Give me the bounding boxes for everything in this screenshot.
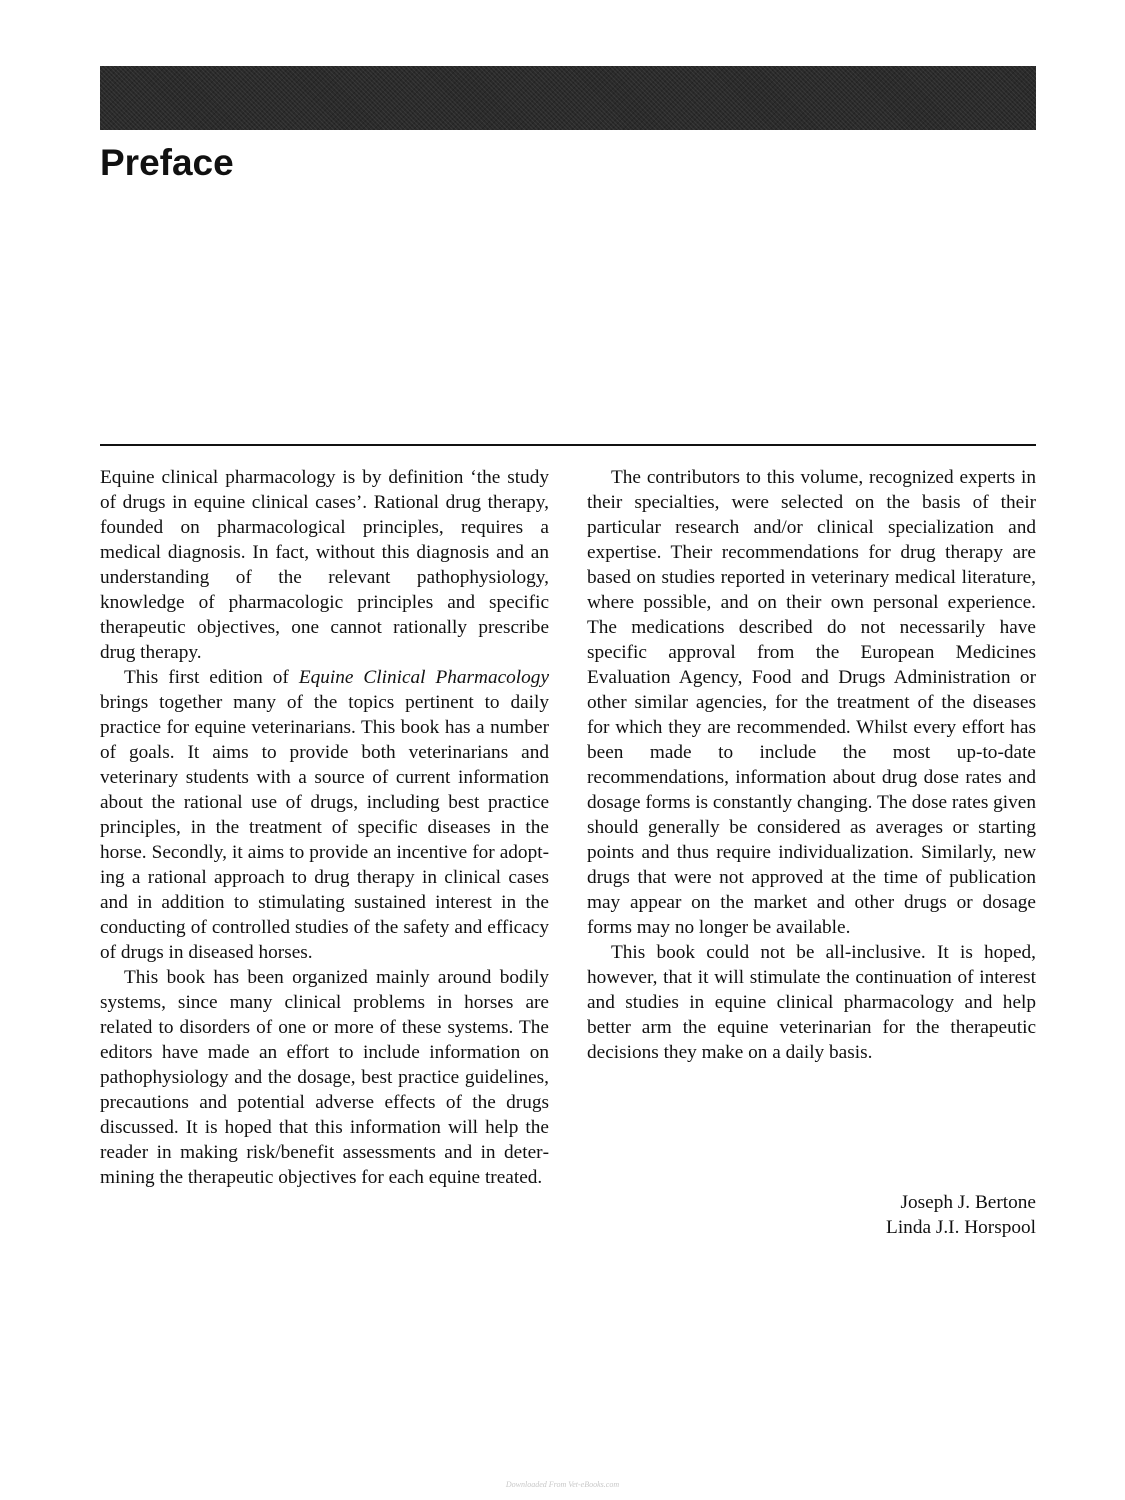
author-name: Linda J.I. Horspool xyxy=(886,1217,1036,1238)
signature-block xyxy=(886,1190,1036,1240)
paragraph: This book has been organized mainly around bodily systems, since many clinical problems in horses are related to disorders of one or more of these systems. The editors have made an effort to include information on pathophysiology and the dosage, best practice guidelines, precautions and potential adverse effects of the drugs discussed. It is hoped that this information will help the reader in making risk/benefit assessments and in determining the therapeutic objectives for each equine treated. xyxy=(100,967,549,1188)
paragraph xyxy=(100,665,549,965)
paragraph-text: brings together many of the topics pertinent to daily practice for equine veterinarians. This book has a number of goals. It aims to provide both veterinarians and veterinary students with a source of current information about the rational use of drugs, including best practice principles, in the treatment of specific diseases in the horse. Secondly, it aims to provide an incentive for adopting a rational approach to drug therapy in clinical cases and in addition to stimulating sustained interest in the conducting of controlled studies of the safety and efficacy of drugs in diseased horses. xyxy=(100,692,549,963)
section-divider xyxy=(100,444,1036,446)
paragraph: This book could not be all-inclusive. It is hoped, however, that it will stimulate the continuation of interest and studies in equine clinical pharmacology and help better arm the equine veterinarian for the therapeutic decisions they make on a daily basis. xyxy=(587,942,1036,1063)
right-column xyxy=(587,465,1036,1065)
paragraph: The contributors to this volume, recognized experts in their specialties, were selected on the basis of their particular research and/or clinical specialization and expertise. Their recommendations for drug therapy are based on studies reported in veterinary medical literature, where possible, and on their own personal experience. The medications described do not necessarily have specific approval from the European Medicines Evaluation Agency, Food and Drugs Administration or other similar agencies, for the treatment of the diseases for which they are recommended. Whilst every effort has been made to include the most up-to-date recommendations, information about drug dose rates and dosage forms is constantly changing. The dose rates given should generally be considered as averages or starting points and thus require individualization. Similarly, new drugs that were not approved at the time of publication may appear on the market and other drugs or dosage forms may no longer be available. xyxy=(587,467,1036,938)
left-column xyxy=(100,465,549,1190)
page-title: Preface xyxy=(100,142,234,183)
author-name: Joseph J. Bertone xyxy=(900,1192,1036,1213)
footer-watermark: Downloaded From Vet-eBooks.com xyxy=(505,1480,620,1489)
paragraph-text: This first edition of xyxy=(124,667,299,688)
book-title: Equine Clinical Pharmacology xyxy=(298,667,550,688)
header-band xyxy=(100,66,1036,130)
paragraph: Equine clinical pharmacology is by definition ‘the study of drugs in equine clinical cases’. Rational drug therapy, founded on pharmacological principles, requires a medical diagnosis. In fact, without this diagnosis and an understanding of the relevant pathophysiology, knowledge of pharmacologic principles and specific therapeutic objectives, one cannot rationally prescribe drug therapy. xyxy=(100,467,549,663)
